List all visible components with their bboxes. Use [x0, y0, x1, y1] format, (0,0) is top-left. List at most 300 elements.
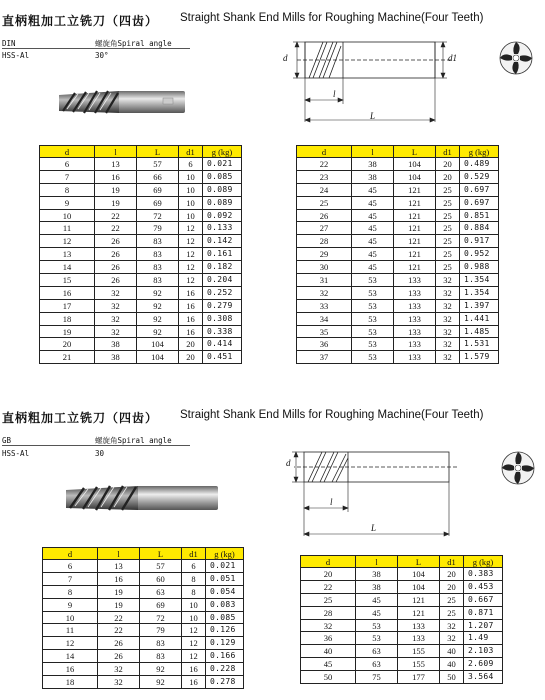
- cell-L: 121: [394, 261, 436, 274]
- cell-d: 15: [40, 274, 95, 287]
- cell-d: 18: [40, 312, 95, 325]
- cell-d1: 6: [179, 158, 203, 171]
- table-row: [297, 312, 499, 325]
- cell-g: 1.354: [460, 274, 499, 287]
- cell-L: 60: [140, 572, 182, 585]
- cell-d: 14: [40, 261, 95, 274]
- cell-L: 133: [394, 338, 436, 351]
- cell-d: 16: [43, 663, 98, 676]
- table-row: [297, 222, 499, 235]
- cell-l: 32: [95, 312, 137, 325]
- cell-L: 155: [398, 645, 440, 658]
- cell-d: 36: [301, 632, 356, 645]
- cell-d1: 16: [182, 676, 206, 689]
- cell-d: 6: [43, 560, 98, 573]
- cell-g: 0.054: [206, 585, 244, 598]
- cell-L: 177: [398, 671, 440, 684]
- tool-photo: [55, 85, 190, 120]
- cell-L: 92: [137, 325, 179, 338]
- table-row: [43, 663, 244, 676]
- cell-L: 121: [394, 183, 436, 196]
- header-L: L: [137, 146, 179, 158]
- cell-L: 79: [137, 222, 179, 235]
- cell-d: 17: [40, 299, 95, 312]
- cell-L: 57: [137, 158, 179, 171]
- cell-L: 83: [137, 274, 179, 287]
- cell-d1: 25: [436, 248, 460, 261]
- spec-table-left: [42, 547, 244, 689]
- dim-label-l: l: [333, 89, 336, 99]
- cell-g: 0.667: [464, 593, 503, 606]
- cell-d1: 32: [440, 632, 464, 645]
- cell-d1: 10: [179, 209, 203, 222]
- header-l: l: [98, 548, 140, 560]
- cell-d: 12: [43, 637, 98, 650]
- spec-table-left: [39, 145, 242, 364]
- cell-d1: 16: [179, 325, 203, 338]
- cell-d: 7: [43, 572, 98, 585]
- cell-d1: 20: [440, 580, 464, 593]
- cell-g: 0.092: [203, 209, 242, 222]
- helix-label: 螺旋角Spiral angle: [95, 39, 172, 48]
- cell-l: 45: [352, 261, 394, 274]
- header-g: g (kg): [460, 146, 499, 158]
- cell-d1: 20: [179, 338, 203, 351]
- cell-g: 0.228: [206, 663, 244, 676]
- cell-d: 32: [297, 286, 352, 299]
- cell-d: 30: [297, 261, 352, 274]
- cell-d: 33: [297, 299, 352, 312]
- cell-l: 53: [352, 325, 394, 338]
- cell-g: 0.085: [206, 611, 244, 624]
- cell-l: 26: [95, 261, 137, 274]
- header-L: L: [398, 556, 440, 568]
- cell-d: 45: [301, 658, 356, 671]
- cell-d: 32: [301, 619, 356, 632]
- cell-l: 53: [352, 286, 394, 299]
- table-row: [301, 593, 503, 606]
- cell-d1: 32: [436, 312, 460, 325]
- cell-d: 40: [301, 645, 356, 658]
- table-row: [40, 312, 242, 325]
- cell-l: 38: [95, 351, 137, 364]
- table-row: [43, 585, 244, 598]
- table-row: [43, 598, 244, 611]
- cell-L: 79: [140, 624, 182, 637]
- cell-L: 92: [140, 676, 182, 689]
- cell-d: 25: [297, 196, 352, 209]
- cell-d: 28: [301, 606, 356, 619]
- end-view-icon: [498, 448, 538, 488]
- cell-l: 26: [95, 274, 137, 287]
- cell-l: 63: [356, 645, 398, 658]
- cell-L: 83: [137, 248, 179, 261]
- cell-L: 133: [394, 299, 436, 312]
- cell-d1: 12: [182, 637, 206, 650]
- cell-d1: 25: [436, 261, 460, 274]
- standard-label: GB: [2, 436, 12, 445]
- cell-l: 26: [95, 248, 137, 261]
- cell-l: 19: [95, 183, 137, 196]
- cell-L: 83: [140, 637, 182, 650]
- header-d: d: [297, 146, 352, 158]
- cell-d1: 12: [179, 222, 203, 235]
- title-english: Straight Shank End Mills for Roughing Machine(Four Teeth): [180, 12, 484, 24]
- cell-g: 1.485: [460, 325, 499, 338]
- cell-l: 26: [95, 235, 137, 248]
- cell-l: 38: [356, 580, 398, 593]
- cell-g: 0.021: [206, 560, 244, 573]
- material-label: HSS-Al: [2, 51, 30, 60]
- table-row: [301, 645, 503, 658]
- table-row: [297, 338, 499, 351]
- cell-g: 0.089: [203, 183, 242, 196]
- table-row: [40, 209, 242, 222]
- cell-g: 0.133: [203, 222, 242, 235]
- cell-L: 83: [137, 235, 179, 248]
- cell-g: 0.085: [203, 170, 242, 183]
- spec-table-right: [296, 145, 499, 364]
- cell-L: 104: [398, 568, 440, 581]
- table-row: [297, 299, 499, 312]
- tool-photo: [62, 478, 222, 518]
- cell-d1: 20: [440, 568, 464, 581]
- header-d: d: [40, 146, 95, 158]
- table-row: [297, 351, 499, 364]
- cell-l: 75: [356, 671, 398, 684]
- table-row: [43, 676, 244, 689]
- cell-d1: 10: [179, 183, 203, 196]
- cell-g: 2.103: [464, 645, 503, 658]
- table-row: [40, 338, 242, 351]
- cell-l: 32: [95, 299, 137, 312]
- cell-d1: 10: [182, 598, 206, 611]
- table-row: [40, 351, 242, 364]
- table-header-row: [40, 146, 242, 158]
- cell-g: 0.851: [460, 209, 499, 222]
- table-row: [301, 632, 503, 645]
- table-row: [301, 580, 503, 593]
- title-english: Straight Shank End Mills for Roughing Machine(Four Teeth): [180, 409, 484, 421]
- cell-d1: 25: [436, 209, 460, 222]
- header-d1: d1: [436, 146, 460, 158]
- cell-L: 69: [137, 183, 179, 196]
- cell-d: 22: [297, 158, 352, 171]
- table-row: [297, 286, 499, 299]
- table-row: [301, 671, 503, 684]
- cell-d: 10: [43, 611, 98, 624]
- cell-g: 0.126: [206, 624, 244, 637]
- section-title: [2, 10, 543, 28]
- cell-g: 0.917: [460, 235, 499, 248]
- table-row: [297, 209, 499, 222]
- cell-d1: 16: [179, 299, 203, 312]
- cell-l: 45: [356, 593, 398, 606]
- table-row: [301, 568, 503, 581]
- cell-L: 104: [394, 158, 436, 171]
- cell-d1: 10: [179, 170, 203, 183]
- header-d1: d1: [182, 548, 206, 560]
- helix-label: 螺旋角Spiral angle: [95, 436, 172, 445]
- header-d: d: [43, 548, 98, 560]
- cell-d: 6: [40, 158, 95, 171]
- cell-l: 16: [95, 170, 137, 183]
- section-title: [2, 407, 543, 425]
- cell-g: 0.129: [206, 637, 244, 650]
- cell-g: 0.453: [464, 580, 503, 593]
- cell-d: 9: [43, 598, 98, 611]
- table-row: [297, 170, 499, 183]
- header-L: L: [394, 146, 436, 158]
- cell-l: 53: [356, 619, 398, 632]
- title-chinese: 直柄粗加工立铣刀（四齿）: [2, 14, 159, 28]
- cell-d1: 16: [179, 286, 203, 299]
- table-row: [43, 624, 244, 637]
- table-row: [301, 606, 503, 619]
- cell-l: 53: [352, 312, 394, 325]
- cell-d1: 40: [440, 658, 464, 671]
- cell-l: 53: [352, 274, 394, 287]
- cell-d: 20: [40, 338, 95, 351]
- helix-value: 30: [95, 449, 105, 458]
- cell-d1: 20: [436, 158, 460, 171]
- cell-d: 31: [297, 274, 352, 287]
- cell-d: 24: [297, 183, 352, 196]
- cell-d1: 25: [436, 235, 460, 248]
- cell-L: 121: [398, 593, 440, 606]
- cell-l: 16: [98, 572, 140, 585]
- cell-L: 121: [394, 222, 436, 235]
- cell-L: 72: [137, 209, 179, 222]
- cell-g: 0.182: [203, 261, 242, 274]
- dim-label-d1: d1: [448, 53, 457, 63]
- header-g: g (kg): [203, 146, 242, 158]
- cell-l: 53: [352, 338, 394, 351]
- cell-l: 22: [98, 624, 140, 637]
- header-l: l: [352, 146, 394, 158]
- cell-L: 92: [137, 286, 179, 299]
- table-row: [40, 274, 242, 287]
- dim-label-l: l: [330, 497, 333, 507]
- table-row: [297, 274, 499, 287]
- table-row: [297, 261, 499, 274]
- cell-g: 1.354: [460, 286, 499, 299]
- table-row: [40, 235, 242, 248]
- cell-d1: 10: [179, 196, 203, 209]
- cell-l: 45: [352, 183, 394, 196]
- cell-d1: 12: [179, 235, 203, 248]
- cell-d1: 12: [182, 624, 206, 637]
- cell-g: 0.489: [460, 158, 499, 171]
- cell-l: 53: [352, 351, 394, 364]
- cell-g: 0.529: [460, 170, 499, 183]
- cell-g: 0.871: [464, 606, 503, 619]
- section-gb: [0, 398, 545, 700]
- cell-L: 57: [140, 560, 182, 573]
- cell-d: 11: [43, 624, 98, 637]
- header-d1: d1: [179, 146, 203, 158]
- cell-l: 32: [98, 676, 140, 689]
- table-row: [40, 248, 242, 261]
- table-row: [43, 611, 244, 624]
- table-row: [297, 196, 499, 209]
- cell-g: 0.083: [206, 598, 244, 611]
- cell-d1: 25: [436, 196, 460, 209]
- table-row: [43, 572, 244, 585]
- cell-l: 38: [356, 568, 398, 581]
- cell-L: 133: [394, 325, 436, 338]
- cell-d1: 6: [182, 560, 206, 573]
- cell-d1: 32: [440, 619, 464, 632]
- cell-g: 1.207: [464, 619, 503, 632]
- cell-l: 19: [95, 196, 137, 209]
- cell-d1: 50: [440, 671, 464, 684]
- cell-d: 23: [297, 170, 352, 183]
- standard-row: [2, 39, 192, 48]
- standard-label: DIN: [2, 39, 16, 48]
- table-row: [40, 196, 242, 209]
- cell-L: 104: [137, 351, 179, 364]
- cell-l: 13: [98, 560, 140, 573]
- cell-l: 45: [352, 222, 394, 235]
- cell-d: 27: [297, 222, 352, 235]
- cell-L: 121: [398, 606, 440, 619]
- cell-d: 13: [40, 248, 95, 261]
- cell-L: 155: [398, 658, 440, 671]
- cell-L: 92: [137, 299, 179, 312]
- cell-d1: 8: [182, 572, 206, 585]
- cell-d: 29: [297, 248, 352, 261]
- table-row: [297, 158, 499, 171]
- cell-d: 35: [297, 325, 352, 338]
- cell-g: 0.451: [203, 351, 242, 364]
- cell-d1: 40: [440, 645, 464, 658]
- cell-l: 38: [352, 158, 394, 171]
- cell-d: 36: [297, 338, 352, 351]
- cell-g: 0.142: [203, 235, 242, 248]
- cell-d1: 12: [179, 248, 203, 261]
- cell-d: 12: [40, 235, 95, 248]
- cell-g: 0.383: [464, 568, 503, 581]
- table-row: [297, 248, 499, 261]
- cell-l: 53: [356, 632, 398, 645]
- cell-d1: 32: [436, 299, 460, 312]
- table-row: [43, 650, 244, 663]
- table-header-row: [297, 146, 499, 158]
- cell-g: 0.021: [203, 158, 242, 171]
- table-row: [297, 183, 499, 196]
- cell-d: 8: [43, 585, 98, 598]
- end-view-icon: [496, 38, 536, 78]
- dim-label-d: d: [286, 458, 291, 468]
- header-g: g (kg): [206, 548, 244, 560]
- cell-g: 0.051: [206, 572, 244, 585]
- spec-table-right: [300, 555, 503, 684]
- cell-g: 1.579: [460, 351, 499, 364]
- table-row: [40, 170, 242, 183]
- cell-L: 121: [394, 209, 436, 222]
- dim-label-d: d: [283, 53, 288, 63]
- cell-g: 0.988: [460, 261, 499, 274]
- cell-d: 7: [40, 170, 95, 183]
- meta-divider: [2, 48, 190, 49]
- cell-L: 133: [394, 312, 436, 325]
- cell-l: 26: [98, 650, 140, 663]
- cell-l: 22: [95, 209, 137, 222]
- cell-g: 1.397: [460, 299, 499, 312]
- cell-d: 10: [40, 209, 95, 222]
- cell-L: 83: [140, 650, 182, 663]
- cell-d: 8: [40, 183, 95, 196]
- title-chinese: 直柄粗加工立铣刀（四齿）: [2, 411, 159, 425]
- cell-d1: 16: [179, 312, 203, 325]
- table-row: [40, 183, 242, 196]
- header-d1: d1: [440, 556, 464, 568]
- cell-l: 32: [95, 286, 137, 299]
- cell-d: 18: [43, 676, 98, 689]
- cell-g: 0.697: [460, 196, 499, 209]
- cell-d1: 10: [182, 611, 206, 624]
- cell-g: 0.697: [460, 183, 499, 196]
- cell-d: 50: [301, 671, 356, 684]
- material-label: HSS-Al: [2, 449, 30, 458]
- cell-d1: 25: [436, 183, 460, 196]
- table-row: [301, 658, 503, 671]
- cell-d: 20: [301, 568, 356, 581]
- cell-d: 19: [40, 325, 95, 338]
- cell-l: 45: [352, 209, 394, 222]
- cell-g: 0.278: [206, 676, 244, 689]
- table-header-row: [43, 548, 244, 560]
- cell-L: 121: [394, 235, 436, 248]
- cell-l: 26: [98, 637, 140, 650]
- table-row: [40, 222, 242, 235]
- cell-l: 63: [356, 658, 398, 671]
- cell-l: 19: [98, 585, 140, 598]
- header-l: l: [95, 146, 137, 158]
- table-header-row: [301, 556, 503, 568]
- cell-d1: 32: [436, 351, 460, 364]
- cell-d1: 12: [182, 650, 206, 663]
- cell-g: 1.49: [464, 632, 503, 645]
- cell-L: 133: [398, 619, 440, 632]
- table-row: [297, 235, 499, 248]
- cell-l: 19: [98, 598, 140, 611]
- cell-g: 0.884: [460, 222, 499, 235]
- cell-L: 133: [394, 274, 436, 287]
- cell-d: 37: [297, 351, 352, 364]
- cell-g: 3.564: [464, 671, 503, 684]
- cell-L: 69: [137, 196, 179, 209]
- table-row: [40, 299, 242, 312]
- cell-d1: 32: [436, 338, 460, 351]
- cell-d1: 32: [436, 325, 460, 338]
- cell-g: 0.252: [203, 286, 242, 299]
- header-L: L: [140, 548, 182, 560]
- table-row: [40, 325, 242, 338]
- table-row: [43, 637, 244, 650]
- cell-l: 45: [352, 248, 394, 261]
- cell-d: 21: [40, 351, 95, 364]
- cell-d1: 16: [182, 663, 206, 676]
- cell-L: 121: [394, 196, 436, 209]
- cell-L: 104: [137, 338, 179, 351]
- cell-d: 11: [40, 222, 95, 235]
- cell-l: 32: [98, 663, 140, 676]
- cell-d: 9: [40, 196, 95, 209]
- table-row: [43, 560, 244, 573]
- cell-d: 14: [43, 650, 98, 663]
